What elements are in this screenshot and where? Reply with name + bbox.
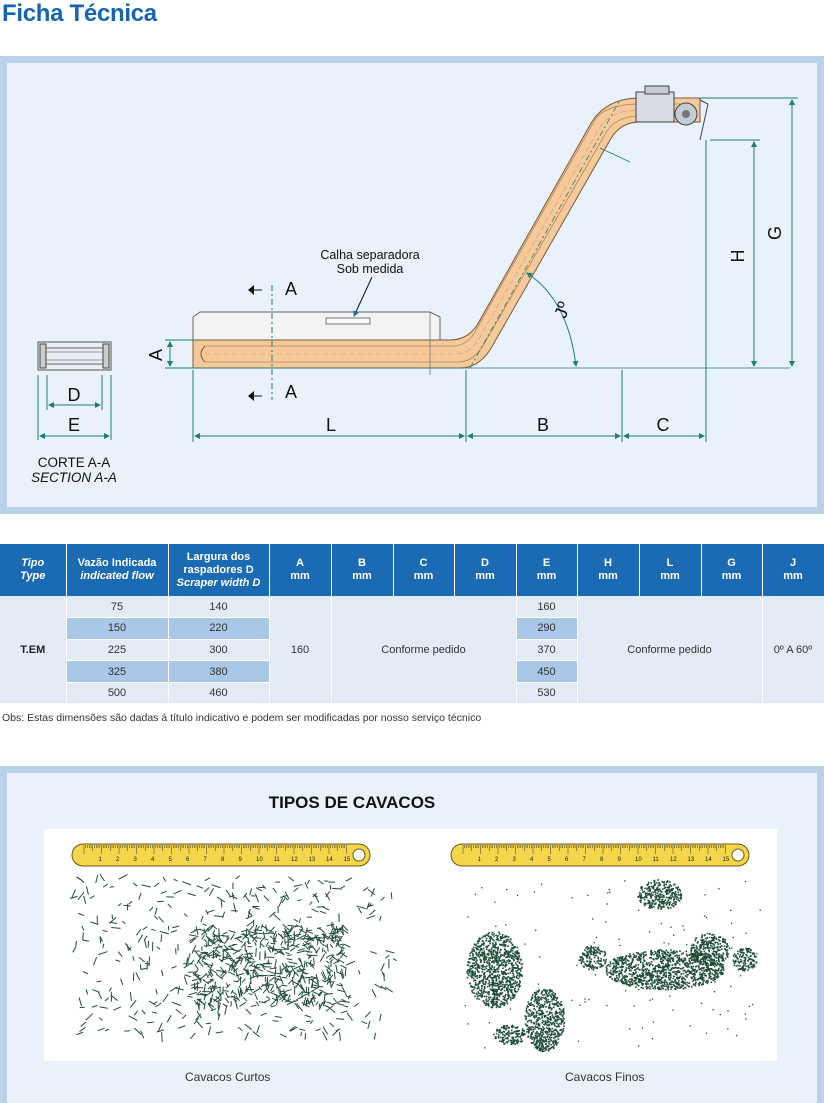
- a-value-cell: 160: [269, 596, 331, 704]
- scraper-width-cell: 140: [168, 596, 269, 618]
- e-value-cell: 370: [516, 639, 577, 661]
- chips-photo-area: [44, 829, 777, 1061]
- ruler-number: 8: [600, 857, 604, 863]
- dim-e-label: E: [67, 415, 81, 435]
- section-mark-top: A: [285, 279, 298, 299]
- header-flow: Vazão Indicada indicated flow: [66, 544, 168, 596]
- ruler-number: 14: [326, 857, 333, 863]
- drawing-panel: [0, 56, 824, 514]
- angle-label: Jº: [550, 299, 575, 321]
- dim-h-label: H: [728, 249, 748, 263]
- header-e: E mm: [516, 544, 577, 596]
- ruler-number: 11: [652, 857, 659, 863]
- ruler-number: 1: [477, 857, 481, 863]
- ruler-number: 6: [565, 857, 569, 863]
- section-label-en: SECTION A-A: [31, 470, 117, 485]
- conveyor-drawing: [0, 56, 824, 514]
- ruler-number: 9: [238, 857, 242, 863]
- header-type: Tipo Type: [0, 544, 66, 596]
- header-c: C mm: [393, 544, 454, 596]
- header-j: J mm: [762, 544, 824, 596]
- dim-b-label: B: [536, 415, 550, 435]
- header-l: L mm: [639, 544, 701, 596]
- ruler-number: 4: [530, 857, 534, 863]
- flow-cell: 150: [66, 618, 168, 640]
- ruler-right: [451, 844, 749, 866]
- scraper-width-cell: 220: [168, 618, 269, 640]
- ruler-number: 15: [722, 857, 730, 863]
- table-header-row: [0, 544, 824, 596]
- ruler-number: 14: [705, 857, 712, 863]
- ruler-left: [72, 844, 370, 866]
- conveyor-body: [193, 86, 708, 375]
- flow-cell: 500: [66, 682, 168, 704]
- chips-photos: [44, 829, 777, 1061]
- dim-d-label: D: [67, 385, 81, 405]
- dim-c-label: C: [656, 415, 670, 435]
- header-g: G mm: [701, 544, 762, 596]
- type-cell: T.EM: [0, 596, 66, 704]
- ruler-number: 6: [186, 857, 190, 863]
- ruler-number: 2: [116, 857, 120, 863]
- ruler-number: 4: [151, 857, 155, 863]
- e-value-cell: 290: [516, 618, 577, 640]
- chips-panel: [0, 766, 824, 1103]
- short-chips-image: [70, 874, 397, 1042]
- ruler-number: 11: [273, 857, 280, 863]
- table-row: [0, 596, 824, 618]
- scraper-width-cell: 460: [168, 682, 269, 704]
- ruler-number: 13: [308, 857, 316, 863]
- header-h: H mm: [577, 544, 639, 596]
- hlg-value-cell: Conforme pedido: [577, 596, 762, 704]
- ruler-number: 7: [582, 857, 586, 863]
- header-b: B mm: [331, 544, 393, 596]
- header-a: A mm: [269, 544, 331, 596]
- header-d: D mm: [454, 544, 516, 596]
- section-label-pt: CORTE A-A: [37, 455, 111, 470]
- flow-cell: 75: [66, 596, 168, 618]
- e-value-cell: 530: [516, 682, 577, 704]
- j-value-cell: 0º A 60º: [762, 596, 824, 704]
- header-scraper-width: Largura dos raspadores D Scraper width D: [168, 544, 269, 596]
- ruler-number: 12: [291, 857, 298, 863]
- ruler-number: 5: [547, 857, 551, 863]
- scraper-width-cell: 300: [168, 639, 269, 661]
- e-value-cell: 450: [516, 661, 577, 683]
- ruler-number: 7: [203, 857, 207, 863]
- fine-chips-caption: Cavacos Finos: [565, 1070, 645, 1084]
- chips-area: [7, 773, 817, 1103]
- ruler-number: 15: [343, 857, 351, 863]
- ruler-number: 10: [256, 857, 263, 863]
- fine-chips-image: [465, 879, 761, 1052]
- dim-a-label: A: [146, 348, 166, 362]
- section-mark-bottom: A: [285, 382, 298, 402]
- calha-label-line2: Sob medida: [336, 262, 404, 276]
- ruler-number: 1: [98, 857, 102, 863]
- ruler-number: 9: [617, 857, 621, 863]
- specification-table: [0, 544, 824, 704]
- ruler-number: 13: [687, 857, 695, 863]
- dim-l-label: L: [325, 415, 337, 435]
- flow-cell: 325: [66, 661, 168, 683]
- ruler-number: 8: [221, 857, 225, 863]
- ruler-number: 10: [635, 857, 642, 863]
- ruler-number: 12: [670, 857, 677, 863]
- ruler-number: 3: [512, 857, 516, 863]
- bcd-value-cell: Conforme pedido: [331, 596, 516, 704]
- ruler-number: 5: [168, 857, 172, 863]
- page-title: Ficha Técnica: [2, 0, 157, 27]
- flow-cell: 225: [66, 639, 168, 661]
- observation-note: Obs: Estas dimensões são dadas à título indicativo e podem ser modificadas por nosso serviço técnico: [2, 712, 482, 724]
- ruler-number: 2: [495, 857, 499, 863]
- chips-title: TIPOS DE CAVACOS: [268, 793, 436, 812]
- ruler-number: 3: [133, 857, 137, 863]
- calha-label-line1: Calha separadora: [320, 248, 420, 262]
- scraper-width-cell: 380: [168, 661, 269, 683]
- e-value-cell: 160: [516, 596, 577, 618]
- short-chips-caption: Cavacos Curtos: [185, 1070, 271, 1084]
- dim-g-label: G: [765, 225, 785, 241]
